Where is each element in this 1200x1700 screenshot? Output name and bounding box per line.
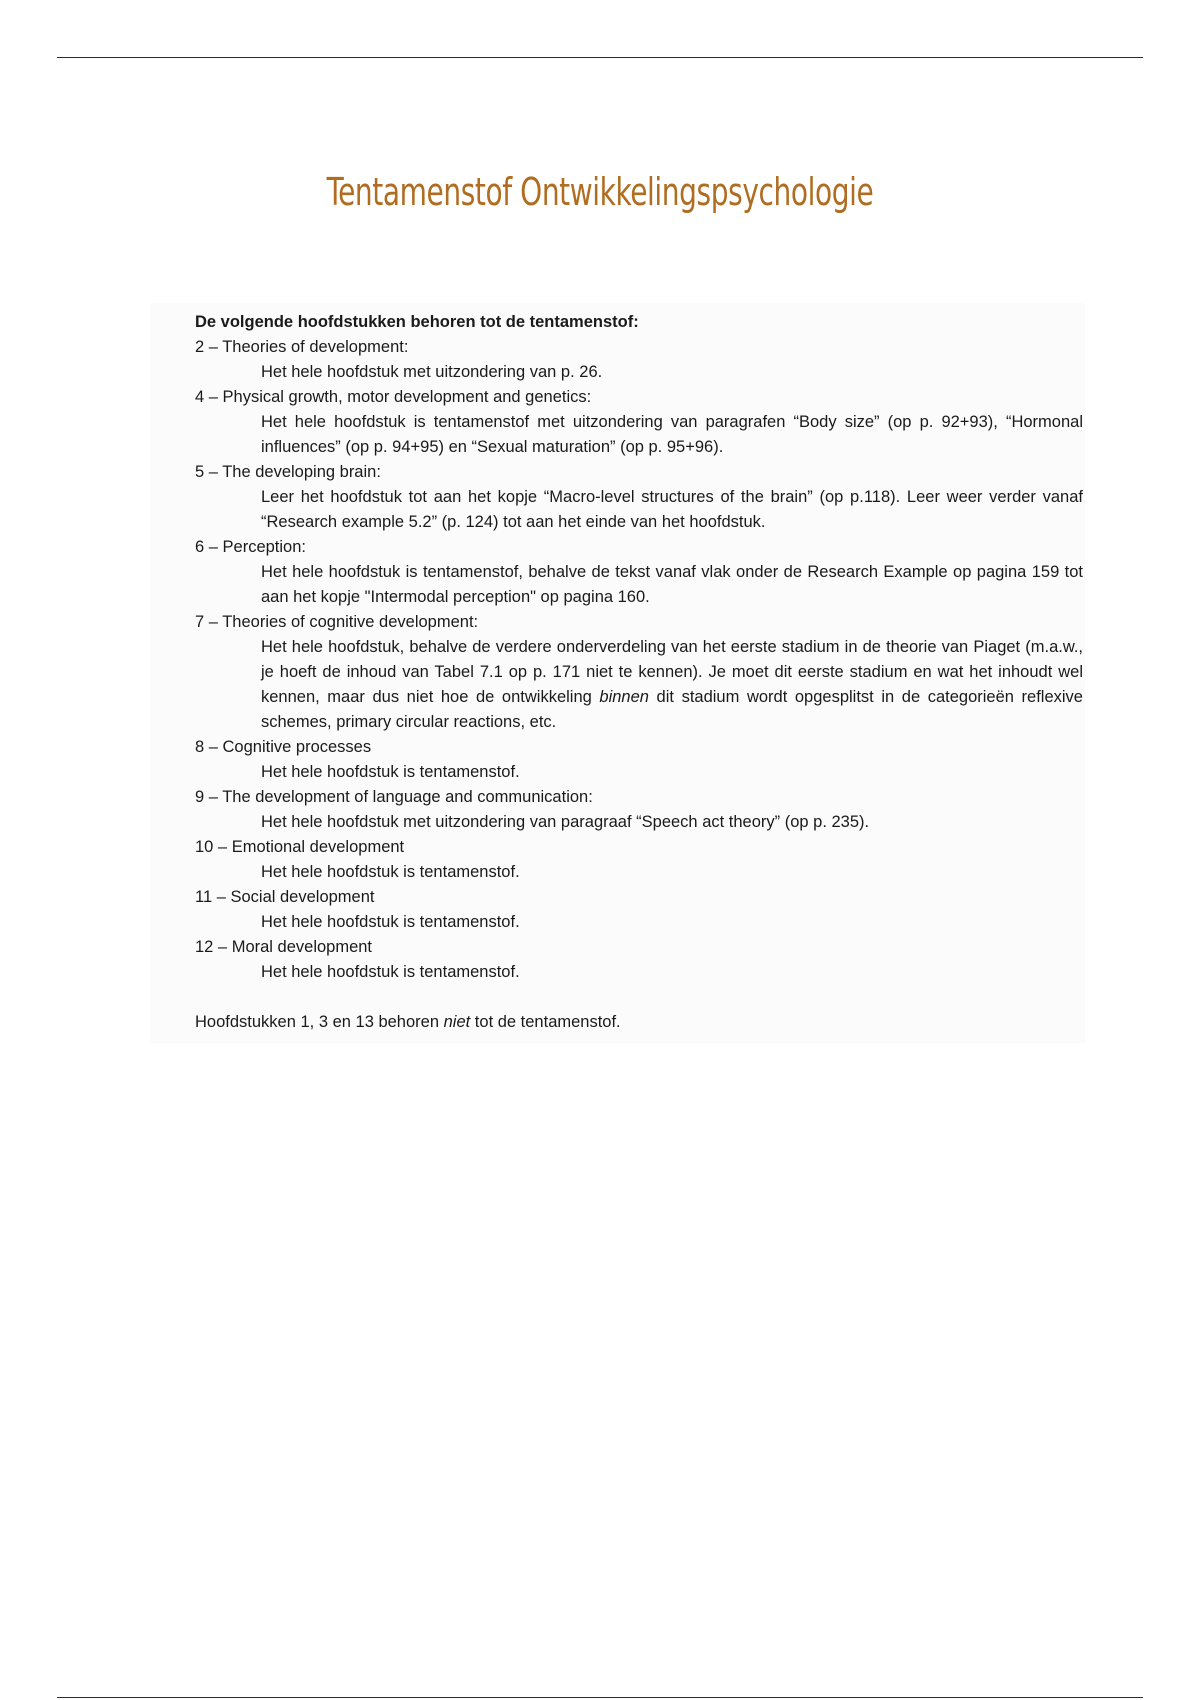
- document-body: [150, 303, 1085, 1043]
- chapter-description: Leer het hoofdstuk tot aan het kopje “Macro-level structures of the brain” (op p.118). Leer weer verder vanaf “Research example 5.2” (p. 124) tot aan het einde van het hoofdstuk.: [261, 488, 1083, 531]
- bottom-rule: [57, 1697, 1143, 1698]
- chapter-item: [195, 335, 1085, 385]
- chapter-item: [195, 385, 1085, 460]
- chapter-item: [195, 735, 1085, 785]
- note-text: Hoofdstukken 1, 3 en 13 behoren: [195, 1013, 444, 1031]
- chapter-heading: 8 – Cognitive processes: [195, 738, 372, 756]
- chapter-description: Het hele hoofdstuk is tentamenstof met uitzondering van paragrafen “Body size” (op p. 92+93), “Hormonal influences” (op p. 94+95) en “Sexual maturation” (op p. 95+96).: [261, 413, 1083, 456]
- intro-line: De volgende hoofdstukken behoren tot de tentamenstof:: [195, 313, 639, 331]
- emphasis-text: niet: [443, 1013, 471, 1031]
- top-rule: [57, 57, 1143, 58]
- chapter-description-text: Het hele hoofdstuk, behalve de verdere onderverdeling van het eerste stadium in de theorie van Piaget (m.a.w., je hoeft de inhoud van Tabel 7.1 op p. 171 niet te kennen). Je moet dit eerste stadium en wat het inhoudt wel kennen, maar dus niet hoe de ontwikkeling: [261, 638, 1083, 706]
- chapter-heading: 6 – Perception:: [195, 538, 306, 556]
- chapter-description: Het hele hoofdstuk is tentamenstof.: [261, 763, 520, 781]
- chapter-heading: 7 – Theories of cognitive development:: [195, 613, 479, 631]
- page-title: Tentamenstof Ontwikkelingspsychologie: [326, 170, 874, 214]
- chapter-item: [195, 785, 1085, 835]
- chapter-description: Het hele hoofdstuk is tentamenstof.: [261, 863, 520, 881]
- chapter-heading: 12 – Moral development: [195, 938, 373, 956]
- chapter-description: Het hele hoofdstuk met uitzondering van paragraaf “Speech act theory” (op p. 235).: [261, 813, 870, 831]
- chapter-description: Het hele hoofdstuk met uitzondering van p. 26.: [261, 363, 603, 381]
- chapter-description: [261, 635, 1083, 735]
- chapter-heading: 9 – The development of language and communication:: [195, 788, 593, 806]
- chapter-heading: 4 – Physical growth, motor development and genetics:: [195, 388, 592, 406]
- chapter-item: [195, 835, 1085, 885]
- chapter-item: [195, 935, 1085, 985]
- emphasis-text: binnen: [599, 688, 649, 706]
- chapter-heading: 2 – Theories of development:: [195, 338, 409, 356]
- chapter-item: [195, 610, 1085, 735]
- chapter-description: Het hele hoofdstuk is tentamenstof.: [261, 963, 520, 981]
- note-text: tot de tentamenstof.: [470, 1013, 621, 1031]
- chapter-description: Het hele hoofdstuk is tentamenstof.: [261, 913, 520, 931]
- chapter-description-text: dit stadium wordt opgesplitst in de categorieën reflexive schemes, primary circular reactions, etc.: [261, 688, 1083, 731]
- chapter-item: [195, 885, 1085, 935]
- chapter-item: [195, 535, 1085, 610]
- chapter-heading: 11 – Social development: [195, 888, 375, 906]
- chapter-description: Het hele hoofdstuk is tentamenstof, behalve de tekst vanaf vlak onder de Research Example op pagina 159 tot aan het kopje "Intermodal perception" op pagina 160.: [261, 563, 1083, 606]
- chapter-heading: 10 – Emotional development: [195, 838, 405, 856]
- chapter-item: [195, 460, 1085, 535]
- chapter-heading: 5 – The developing brain:: [195, 463, 381, 481]
- excluded-chapters-note: [195, 1010, 1085, 1035]
